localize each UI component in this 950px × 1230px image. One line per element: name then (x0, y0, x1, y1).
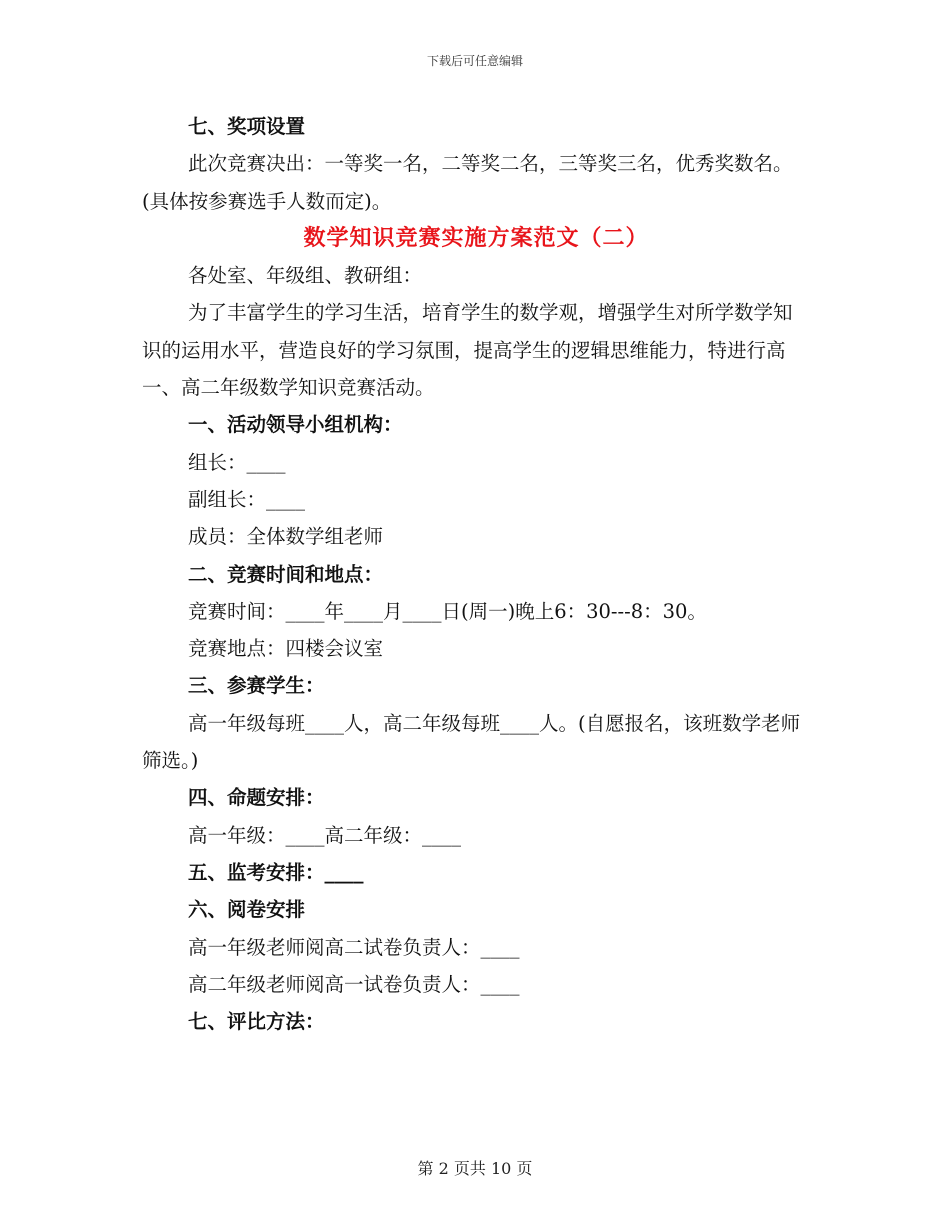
section-heading: 七、奖项设置 (188, 115, 306, 138)
document-body (142, 108, 810, 1040)
page-footer: 第 2 页共 10 页 (417, 1159, 533, 1178)
paragraph: 组长：____ (188, 450, 286, 474)
section-heading: 一、活动领导小组机构： (188, 413, 403, 437)
paragraph: 高一年级：____高二年级：____ (188, 823, 462, 847)
paragraph: 此次竞赛决出：一等奖一名，二等奖二名，三等奖三名，优秀奖数名。(具体按参赛选手人数而定)。 (142, 152, 793, 213)
paragraph: 成员：全体数学组老师 (188, 525, 384, 549)
document-title: 数学知识竞赛实施方案范文（二） (303, 224, 649, 251)
paragraph: 高二年级老师阅高一试卷负责人：____ (188, 972, 520, 996)
section-heading: 四、命题安排： (188, 786, 325, 810)
paragraph: 各处室、年级组、教研组： (188, 264, 423, 288)
page-header: 下载后可任意编辑 (426, 54, 523, 68)
section-heading: 六、阅卷安排 (188, 898, 306, 922)
paragraph: 高一年级每班____人，高二年级每班____人。(自愿报名，该班数学老师筛选。) (142, 711, 801, 773)
paragraph: 高一年级老师阅高二试卷负责人：____ (188, 935, 520, 959)
paragraph: 竞赛时间：____年____月____日(周一)晚上6：30---8：30。 (188, 599, 707, 623)
section-heading: 三、参赛学生： (188, 674, 325, 698)
paragraph: 副组长：____ (188, 487, 306, 511)
section-heading: 五、监考安排：____ (188, 860, 364, 884)
section-heading: 二、竞赛时间和地点： (188, 562, 384, 586)
paragraph: 为了丰富学生的学习生活，培育学生的数学观，增强学生对所学数学知识的运用水平，营造良好的学习氛围，提高学生的逻辑思维能力，特进行高一、高二年级数学知识竞赛活动。 (142, 301, 793, 400)
paragraph: 竞赛地点：四楼会议室 (188, 637, 384, 661)
section-heading: 七、评比方法： (188, 1010, 325, 1034)
